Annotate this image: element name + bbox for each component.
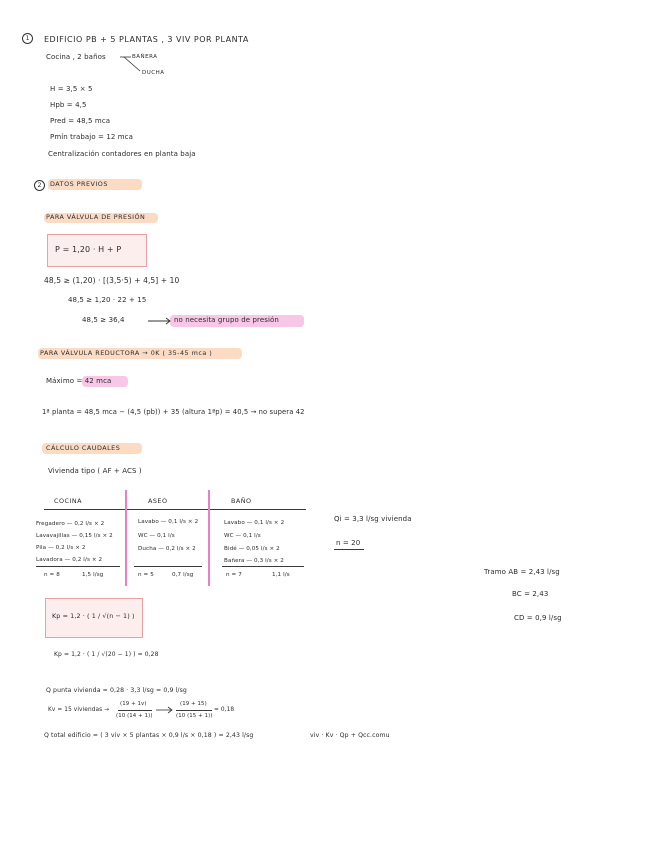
kv-prefix: Kv = 15 viviendas → [48, 707, 110, 713]
section-2-marker: 2 [34, 180, 45, 191]
pressure-formula: P = 1,20 · H + P [55, 245, 122, 254]
bath-option-ducha: DUCHA [142, 70, 165, 76]
given-pred: Pred = 48,5 mca [50, 117, 111, 125]
bano-n: n = 7 [226, 572, 242, 578]
bano-item-3: Bidé — 0,05 l/s × 2 [224, 546, 280, 552]
primera-planta-calc: 1ª planta = 48,5 mca − (4,5 (pb)) + 35 (altura 1ªp) = 40,5 → no supera 42 [42, 408, 305, 416]
bath-option-banera: BAÑERA [132, 54, 158, 60]
kv-result: = 0,18 [214, 707, 235, 713]
kv-frac2-bar [176, 710, 212, 711]
qi-vivienda: Qi = 3,3 l/sg vivienda [334, 515, 412, 523]
valvula-presion-heading: PARA VÁLVULA DE PRESIÓN [46, 213, 146, 221]
kv-frac2-den: (10 (15 + 1)) [176, 713, 213, 719]
given-hpb: Hpb = 4,5 [50, 101, 87, 109]
q-punta-vivienda: Q punta vivienda = 0,28 · 3,3 l/sg = 0,9 l/sg [46, 687, 187, 694]
given-h: H = 3,5 × 5 [50, 85, 93, 93]
calculo-caudales-heading: CÁLCULO CAUDALES [46, 444, 121, 452]
col-cocina-header: COCINA [54, 497, 82, 505]
presion-maxima: Máximo = 42 mca [46, 377, 112, 385]
n-total: n = 20 [336, 539, 361, 547]
kv-frac1-den: (10 (14 + 1)) [116, 713, 153, 719]
valvula-reductora-line: PARA VÁLVULA REDUCTORA → 0K ( 35-45 mca ) [40, 349, 213, 357]
tramo-ab: Tramo AB = 2,43 l/sg [484, 568, 560, 576]
q-total-note: viv · Kv · Qp + Qcc.comu [310, 732, 390, 739]
given-pmin: Pmín trabajo = 12 mca [50, 133, 134, 141]
cocina-n: n = 8 [44, 572, 60, 578]
cocina-item-1: Fregadero — 0,2 l/s × 2 [36, 521, 105, 527]
no-grupo-presion-note: no necesita grupo de presión [174, 316, 279, 324]
col-bano-header: BAÑO [231, 497, 252, 505]
bano-item-2: WC — 0,1 l/s [224, 533, 261, 539]
aseo-n: n = 5 [138, 572, 154, 578]
pressure-calc-1: 48,5 ≥ (1,20) · [(3,5·5) + 4,5] + 10 [44, 276, 180, 285]
pressure-calc-2: 48,5 ≥ 1,20 · 22 + 15 [68, 296, 147, 304]
bano-caudal: 1,1 l/s [272, 572, 290, 578]
bano-item-4: Bañera — 0,3 l/s × 2 [224, 558, 284, 564]
aseo-item-3: Ducha — 0,2 l/s × 2 [138, 546, 196, 552]
cocina-item-4: Lavadora — 0,2 l/s × 2 [36, 557, 103, 563]
vivienda-tipo: Vivienda tipo ( AF + ACS ) [48, 467, 142, 475]
kv-frac2-num: (19 + 15) [180, 701, 207, 707]
pressure-calc-3: 48,5 ≥ 36,4 [82, 316, 125, 324]
aseo-item-1: Lavabo — 0,1 l/s × 2 [138, 519, 199, 525]
aseo-item-2: WC — 0,1 l/s [138, 533, 175, 539]
kp-formula: Kp = 1,2 · ( 1 / √(n − 1) ) [52, 612, 135, 620]
cocina-caudal: 1,5 l/sg [82, 572, 104, 578]
q-total-edificio: Q total edificio = ( 3 viv × 5 plantas × 0,9 l/s × 0,18 ) = 2,43 l/sg [44, 732, 254, 739]
section-1-marker: 1 [22, 33, 33, 44]
building-title: EDIFICIO PB + 5 PLANTAS , 3 VIV POR PLANTA [44, 35, 249, 44]
cocina-item-3: Pila — 0,2 l/s × 2 [36, 545, 86, 551]
col-aseo-header: ASEO [148, 497, 168, 505]
bano-item-1: Lavabo — 0,1 l/s × 2 [224, 520, 285, 526]
rooms-line: Cocina , 2 baños [46, 53, 106, 61]
kp-calc: Kp = 1,2 · ( 1 / √(20 − 1) ) = 0,28 [54, 651, 159, 658]
datos-previos-heading: DATOS PREVIOS [50, 180, 108, 188]
aseo-caudal: 0,7 l/sg [172, 572, 194, 578]
given-contadores: Centralización contadores en planta baja [48, 150, 196, 158]
tramo-cd: CD = 0,9 l/sg [514, 614, 562, 622]
tramo-bc: BC = 2,43 [512, 590, 549, 598]
cocina-item-2: Lavavajillas — 0,15 l/s × 2 [36, 533, 113, 539]
kv-frac1-num: (19 + 1v) [120, 701, 147, 707]
